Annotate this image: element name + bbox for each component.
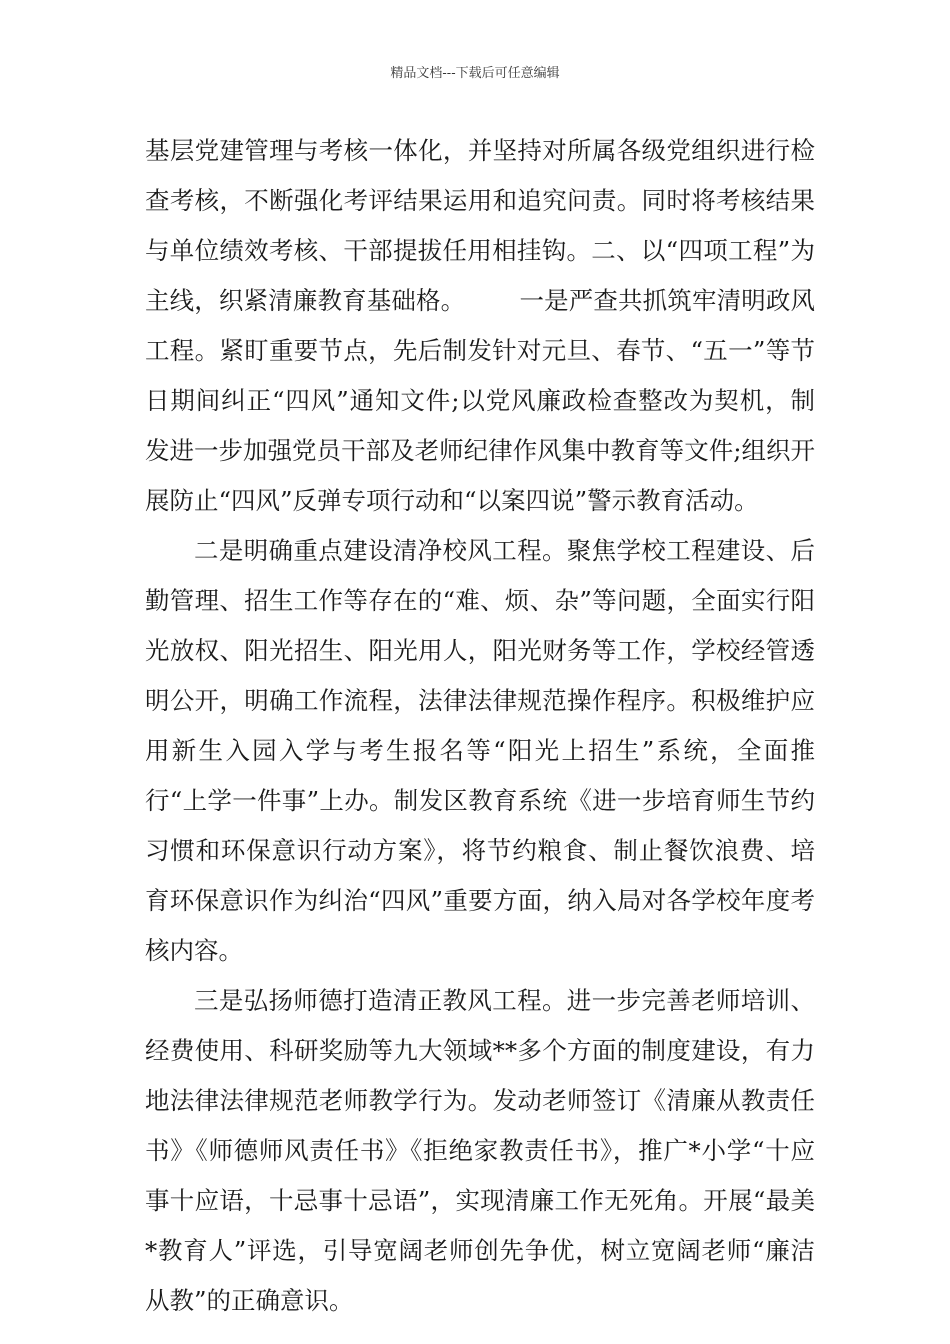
paragraph-1-part-2: 一是严查共抓筑牢清明政风工程。紧盯重要节点，先后制发针对元旦、春节、“五一”等节日期间纠正“四风”通知文件;以党风廉政检查整改为契机，制发进一步加强党员干部及老师纪律作风集中教育等文件;组织开展防止“四风”反弹专项行动和“以案四说”警示教育活动。 (145, 286, 816, 515)
paragraph-2: 二是明确重点建设清净校风工程。聚焦学校工程建设、后勤管理、招生工作等存在的“难、烦、杂”等问题，全面实行阳光放权、阳光招生、阳光用人，阳光财务等工作，学校经管透明公开，明确工作流程，法律法律规范操作程序。积极维护应用新生入园入学与考生报名等“阳光上招生”系统，全面推行“上学一件事”上办。制发区教育系统《进一步培育师生节约习惯和环保意识行动方案》，将节约粮食、制止餐饮浪费、培育环保意识作为纠治“四风”重要方面，纳入局对各学校年度考核内容。 (145, 536, 815, 965)
paragraph-1 (145, 126, 815, 526)
paragraph-1-part-1: 基层党建管理与考核一体化，并坚持对所属各级党组织进行检查考核，不断强化考评结果运用和追究问责。同时将考核结果与单位绩效考核、干部提拔任用相挂钩。二、以“四项工程”为主线，织紧清廉教育基础格。 (145, 136, 815, 315)
document-body (145, 126, 815, 1326)
page-header: 精品文档---下载后可任意编辑 (390, 66, 560, 81)
paragraph-3: 三是弘扬师德打造清正教风工程。进一步完善老师培训、经费使用、科研奖励等九大领域**多个方面的制度建设，有力地法律法律规范老师教学行为。发动老师签订《清廉从教责任书》《师德师风责任书》《拒绝家教责任书》，推广*小学“十应事十应语，十忌事十忌语”，实现清廉工作无死角。开展“最美*教育人”评选，引导宽阔老师创先争优，树立宽阔老师“廉洁从教”的正确意识。 (145, 986, 815, 1315)
